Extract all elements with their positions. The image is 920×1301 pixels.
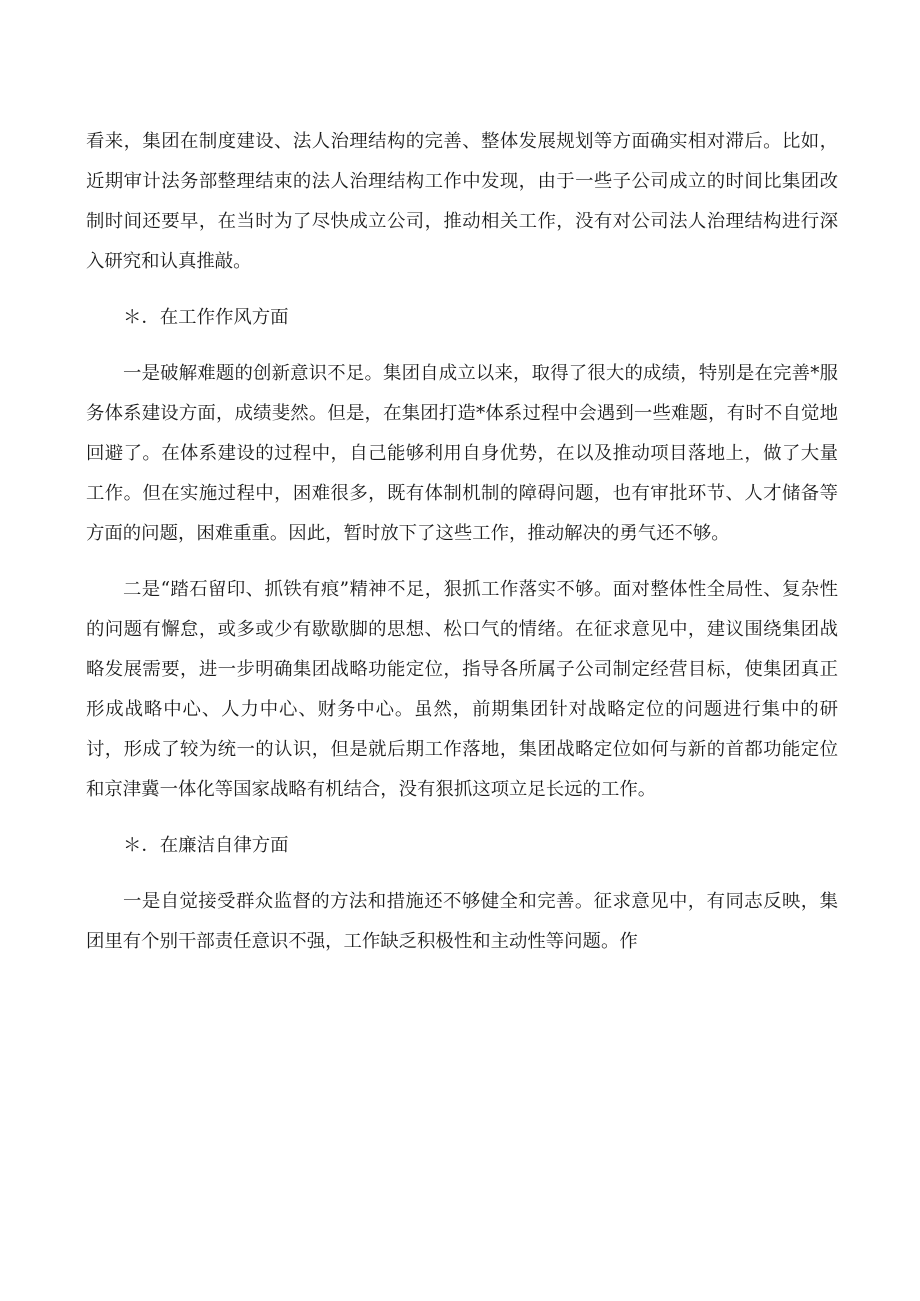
section-heading-integrity: ＊．在廉洁自律方面 bbox=[123, 835, 289, 856]
paragraph-continuation: 看来，集团在制度建设、法人治理结构的完善、整体发展规划等方面确实相对滞后。比如，近期审计法务部整理结束的法人治理结构工作中发现，由于一些子公司成立的时间比集团改制时间还要早，在当时为了尽快成立公司，推动相关工作，没有对公司法人治理结构进行深入研究和认真推敲。 bbox=[86, 131, 838, 272]
paragraph-supervision: 一是自觉接受群众监督的方法和措施还不够健全和完善。征求意见中，有同志反映，集团里有个别干部责任意识不强，工作缺乏积极性和主动性等问题。作 bbox=[86, 891, 838, 952]
paragraph-implementation: 二是“踏石留印、抓铁有痕”精神不足，狠抓工作落实不够。面对整体性全局性、复杂性的问题有懈怠，或多或少有歇歇脚的思想、松口气的情绪。在征求意见中，建议围绕集团战略发展需要，进一步明确集团战略功能定位，指导各所属子公司制定经营目标，使集团真正形成战略中心、人力中心、财务中心。虽然，前期集团针对战略定位的问题进行集中的研讨，形成了较为统一的认识，但是就后期工作落地，集团战略定位如何与新的首都功能定位和京津冀一体化等国家战略有机结合，没有狠抓这项立足长远的工作。 bbox=[86, 579, 838, 800]
document-body bbox=[86, 122, 838, 962]
section-heading-work-style: ＊．在工作作风方面 bbox=[123, 307, 289, 328]
paragraph-innovation: 一是破解难题的创新意识不足。集团自成立以来，取得了很大的成绩，特别是在完善*服务体系建设方面，成绩斐然。但是，在集团打造*体系过程中会遇到一些难题，有时不自觉地回避了。在体系建设的过程中，自己能够利用自身优势，在以及推动项目落地上，做了大量工作。但在实施过程中，困难很多，既有体制机制的障碍问题，也有审批环节、人才储备等方面的问题，困难重重。因此，暂时放下了这些工作，推动解决的勇气还不够。 bbox=[86, 363, 838, 544]
